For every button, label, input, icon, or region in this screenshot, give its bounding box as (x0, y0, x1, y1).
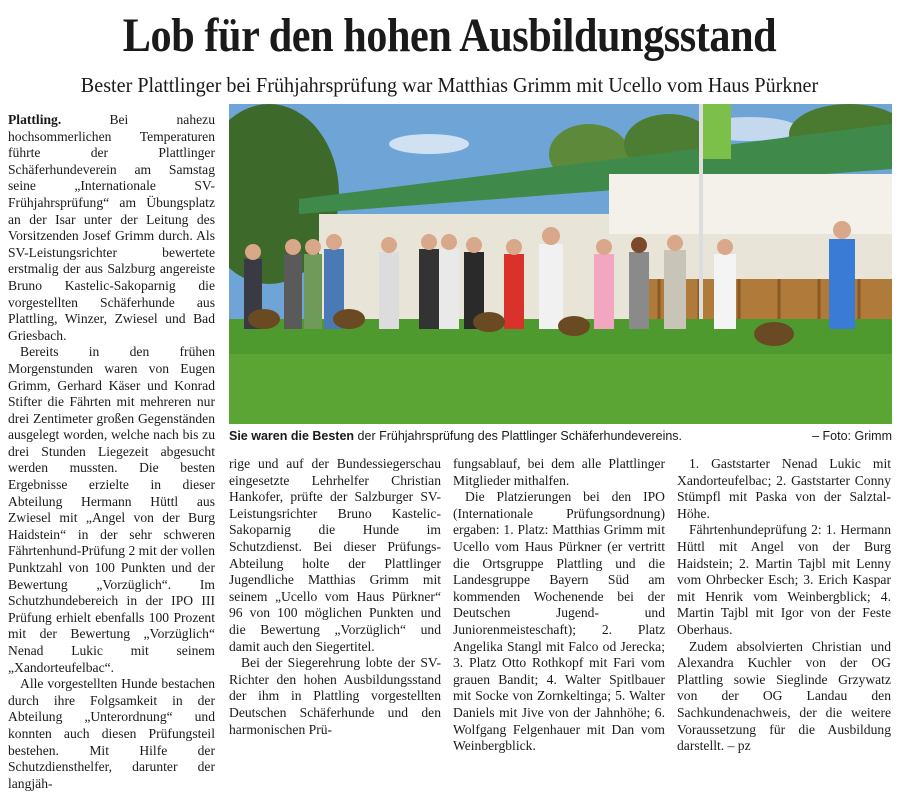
photo-illustration (229, 104, 892, 424)
paragraph: rige und auf der Bundessiegerschau eingesetzte Lehrhelfer Christian Hankofer, prüfte der Salzburger SV-Leistungsrichter Bruno Kastelic-Sakoparnig die Hunde im Schutzdienst. Bei dieser Prüfungs-Abteilung holte der Plattlinger Jugendliche Matthias Grimm mit seinem „Ucello vom Haus Pürkner“ 96 von 100 möglichen Punkten und die Bewertung „Vorzüglich“ und damit auch den Siegertitel. (229, 456, 441, 654)
paragraph: Bereits in den frühen Morgenstunden waren von Eugen Grimm, Gerhard Käser und Konrad Stifter die Fährten mit mehreren nur drei Zentimeter großen Gegenständen ausgelegt worden, welche nach bis zu drei Stunden Liegezeit abgesucht werden mussten. Die besten Ergebnisse erzielte in dieser Abteilung Hermann Hüttl aus Zwiesel mit „Angel von der Burg Haidstein“ in der sehr schweren Fährtenhund-Prüfung 2 mit der vollen Punktzahl von 100 Punkten und der Bewertung „Vorzüglich“. Im Schutzhundebereich in der IPO III Prüfung erhielt ebenfalls 100 Prozent mit der Bewertung „Vorzüglich“ Nenad Lukic mit seinem „Xandorteufelbac“. (8, 344, 215, 675)
dateline: Plattling. (8, 112, 62, 127)
caption-lead: Sie waren die Besten (229, 429, 355, 443)
photo-credit: – Foto: Grimm (812, 429, 892, 443)
photo-caption (229, 428, 892, 444)
paragraph: Die Platzierungen bei den IPO (Internationale Prüfungsordnung) ergaben: 1. Platz: Matthias Grimm mit Ucello vom Haus Pürkner (er vertritt die Ortsgruppe Plattling und die Landesgruppe Bayern Süd am kommenden Wochenende bei der Deutschen Jugend- und Juniorenmeisteschaft); 2. Platz Angelika Stangl mit Falco od Jerecka; 3. Platz Otto Rothkopf mit Fari vom grauen Bandit; 4. Walter Spitlbauer mit Socke von Zornkeltinga; 5. Walter Daniels mit Jive von der Jahnhöhe; 6. Wolfgang Felgenhauer mit Dan vom Weinbergblick. (453, 489, 665, 754)
paragraph (677, 639, 891, 755)
paragraph-text: Zudem absolvierten Christian und Alexandra Kuchler von der OG Plattling sowie Sieglinde Grzywatz von der OG Landau den Sachkundenachweis, der die weitere Voraussetzung für die Ausbildung darstellt. (677, 638, 891, 754)
article-column-1 (8, 112, 215, 792)
paragraph-text: Bei nahezu hochsommerlichen Temperaturen führte der Plattlinger Schäferhundeverein am Samstag seine „Internationale SV-Frühjahrsprüfung“ am Übungsplatz an der Isar unter der Leitung des Vorsitzenden Josef Grimm durch. Als SV-Leistungsrichter bewertete erstmalig der aus Salzburg angereiste Bruno Kastelic-Sakoparnig die vorgestellten Schäferhunde aus Plattling, Winzer, Zwiesel und Bad Griesbach. (8, 112, 215, 343)
article-column-2 (229, 456, 441, 738)
subheadline: Bester Plattlinger bei Frühjahrsprüfung war Matthias Grimm mit Ucello vom Haus Pürkner (80, 73, 819, 97)
author-signoff: – pz (727, 738, 751, 754)
paragraph (8, 112, 215, 344)
caption-text: der Frühjahrsprüfung des Plattlinger Schäferhundevereins. (354, 429, 683, 443)
headline: Lob für den hohen Ausbildungsstand (122, 9, 777, 62)
article-column-4 (677, 456, 891, 755)
paragraph: fungsablauf, bei dem alle Plattlinger Mitglieder mithalfen. (453, 456, 665, 488)
paragraph: Fährtenhundeprüfung 2: 1. Hermann Hüttl mit Angel von der Burg Haidstein; 2. Martin Tajbl mit Lenny vom Ohrbecker Esch; 3. Erich Kaspar mit Henrik vom Weinbergblick; 4. Martin Tajbl mit Igor von der Feste Oberhaus. (677, 522, 891, 637)
paragraph: Alle vorgestellten Hunde bestachen durch ihre Folgsamkeit in der Abteilung „Unterordnung“ und konnten auch diesen Prüfungsteil bestehen. Mit Hilfe der Schutzdiensthelfer, darunter der langjäh- (8, 676, 215, 791)
article-column-3 (453, 456, 665, 755)
paragraph: 1. Gaststarter Nenad Lukic mit Xandorteufelbac; 2. Gaststarter Conny Stümpfl mit Paska von der Salztal-Höhe. (677, 456, 891, 521)
paragraph: Bei der Siegerehrung lobte der SV-Richter den hohen Ausbildungsstand der ihm in Plattling vorgestellten Deutschen Schäferhunde und den harmonischen Prü- (229, 655, 441, 737)
group-photo (229, 104, 892, 424)
